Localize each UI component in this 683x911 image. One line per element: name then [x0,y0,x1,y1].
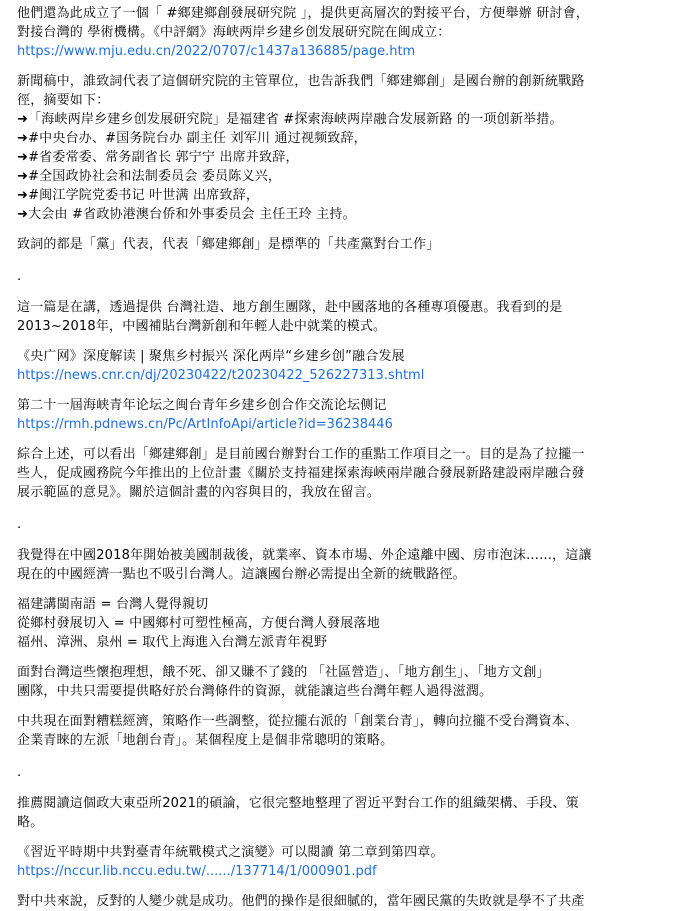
text-line: 團隊，中共只需要提供略好於台灣條件的資源，就能讓這些台灣年輕人過得滋潤。 [17,684,493,699]
text-line: 新聞稿中，誰致詞代表了這個研究院的主管單位，也告訴我們「鄉建鄉創」是國台辦的創新統戰路 [17,74,585,89]
text-line: 中共現在面對糟糕經濟，策略作一些調整，從拉攏右派的「創業台青」，轉向拉攏不受台灣資本、 [17,714,579,729]
separator-dot: . [17,765,22,780]
paragraph-thesis [17,843,683,881]
paragraph-forum [17,396,683,434]
text-line: 我覺得在中國2018年開始被美國制裁後，就業率、資本市場、外企遠離中國、房市泡沫......，這讓 [17,548,592,563]
paragraph-economy [17,546,683,584]
bullet-line: ➜#中央台办、#国务院台办 副主任 刘军川 通过视频致辞， [17,131,367,146]
paragraph-recommendation [17,794,683,832]
text-line: 福建講閩南語 = 台灣人覺得親切 [17,597,209,612]
text-line: 綜合上述，可以看出「鄉建鄉創」是目前國台辦對台工作的重點工作項目之一。目的是為了拉攏一 [17,447,585,462]
text-line: 企業青睞的左派「地創台青」。某個程度上是個非常聰明的策略。 [17,733,394,748]
paragraph-strategy [17,712,683,750]
paragraph-research-institute [17,4,683,61]
text-line: 展示範區的意見》。關於這個計畫的內容與目的，我放在留言。 [17,485,381,500]
link-cnr[interactable]: https://news.cnr.cn/dj/20230422/t20230422_526227313.shtml [17,368,425,383]
bullet-line: ➜#全国政协社会和法制委员会 委员陈义兴， [17,169,282,184]
link-nccu-thesis[interactable]: https://nccur.lib.nccu.edu.tw/....../137714/1/000901.pdf [17,864,377,879]
paragraph-speakers [17,235,683,254]
text-line: 致詞的都是「黨」代表，代表「鄉建鄉創」是標準的「共產黨對台工作」 [17,237,440,252]
separator-dot: . [17,269,22,284]
bullet-line: ➜#省委常委、常务副省长 郭宁宁 出席并致辞， [17,150,299,165]
paragraph-closing [17,892,683,911]
paragraph-incentives [17,298,683,336]
bullet-line: ➜大会由 #省政协港澳台侨和外事委员会 主任王玲 主持。 [17,207,356,222]
text-line: 對接台灣的 學術機構。《中評網》海峡两岸乡建乡创发展研究院在闽成立： [17,25,451,40]
text-line: 他們還為此成立了一個「 #鄉建鄉創發展研究院 」，提供更高層次的對接平台，方便舉辦 研討會， [17,6,589,21]
text-line: 徑，摘要如下： [17,93,110,108]
text-line: 第二十一屆海峡青年论坛之闽台青年乡建乡创合作交流论坛侧记 [17,398,387,413]
text-line: 2013~2018年，中國補貼台灣新創和年輕人赴中就業的模式。 [17,319,387,334]
text-line: 這一篇是在講，透過提供 台灣社造、地方創生團隊，赴中國落地的各種專項優惠。我看到的是 [17,300,563,315]
text-line: 《習近平時期中共對臺青年統戰模式之演變》可以閱讀 第二章到第四章。 [17,845,444,860]
paragraph-cnr [17,347,683,385]
separator-dot: . [17,517,22,532]
text-line: 略。 [17,815,44,830]
link-pdnews[interactable]: https://rmh.pdnews.cn/Pc/ArtInfoApi/article?id=36238446 [17,417,393,432]
text-line: 《央广网》深度解读 | 聚焦乡村振兴 深化两岸“乡建乡创”融合发展 [17,349,405,364]
text-line: 面對台灣這些懷抱理想，餓不死、卻又賺不了錢的 「社區營造」、「地方創生」、「地方文創」 [17,665,550,680]
paragraph-summary [17,445,683,502]
text-line: 從鄉村發展切入 = 中國鄉村可塑性極高，方便台灣人發展落地 [17,616,380,631]
text-line: 對中共來說，反對的人變少就是成功。他們的操作是很細膩的，當年國民黨的失敗就是學不了共產 [17,894,585,909]
text-line: 推薦閱讀這個政大東亞所2021的碩論，它很完整地整理了習近平對台工作的組織架構、手段、策 [17,796,579,811]
text-line: 福州、漳洲、泉州 = 取代上海進入台灣左派青年視野 [17,635,328,650]
paragraph-press-release [17,72,683,224]
bullet-line: ➜「海峡两岸乡建乡创发展研究院」是福建省 #探索海峡两岸融合发展新路 的一项创新举措。 [17,112,563,127]
text-line: 些人，促成國務院今年推出的上位計畫《關於支持福建探索海峽兩岸融合發展新路建設兩岸融合發 [17,466,585,481]
paragraph-teams [17,663,683,701]
link-mju[interactable]: https://www.mju.edu.cn/2022/0707/c1437a136885/page.htm [17,44,416,59]
bullet-line: ➜#闽江学院党委书记 叶世满 出席致辞， [17,188,260,203]
paragraph-equations [17,595,683,652]
text-line: 現在的中國經濟一點也不吸引台灣人。這讓國台辦必需提出全新的統戰路徑。 [17,567,466,582]
